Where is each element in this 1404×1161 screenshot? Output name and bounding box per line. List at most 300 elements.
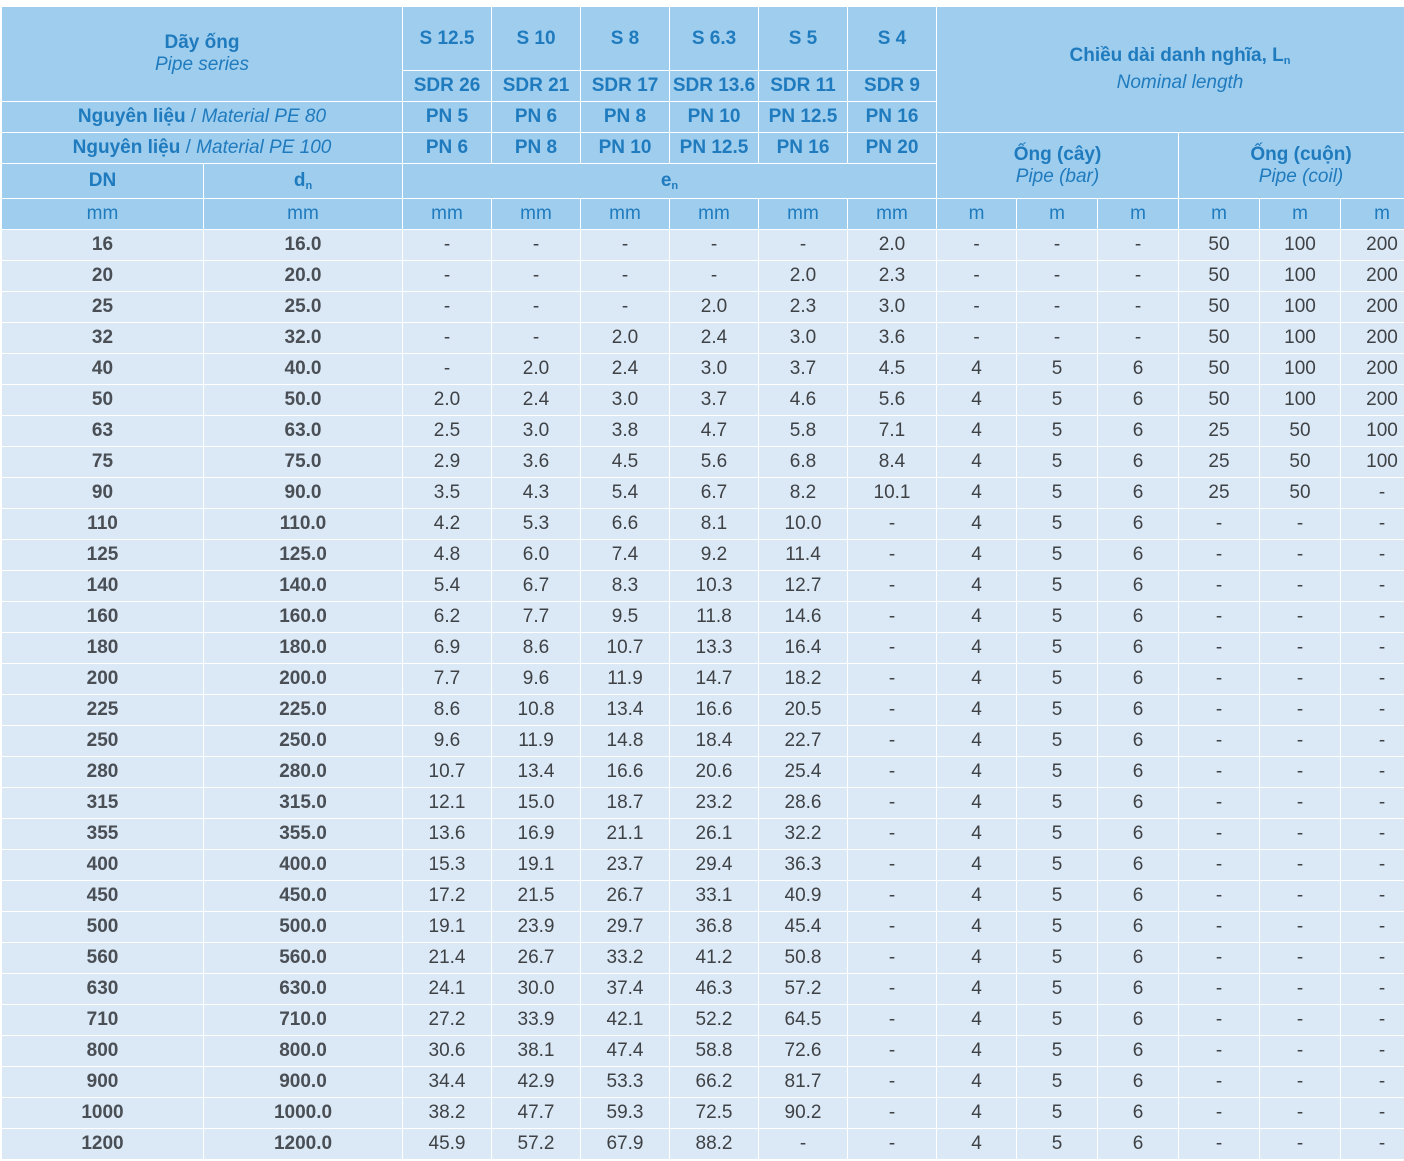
outside-diameter-cell: 180.0 [204, 633, 403, 664]
wall-thickness-cell: - [848, 974, 937, 1005]
coil-length-cell: - [1260, 1005, 1341, 1036]
coil-length-cell: 25 [1179, 478, 1260, 509]
bar-length-cell: 6 [1098, 695, 1179, 726]
wall-thickness-cell: 45.9 [403, 1129, 492, 1160]
dn-n-subscript: n [305, 180, 313, 192]
coil-length-cell: - [1179, 1129, 1260, 1160]
wall-thickness-cell: 2.0 [670, 292, 759, 323]
wall-thickness-cell: 10.3 [670, 571, 759, 602]
wall-thickness-cell: 3.0 [848, 292, 937, 323]
wall-thickness-cell: 2.0 [581, 323, 670, 354]
wall-thickness-cell: 9.6 [403, 726, 492, 757]
bar-length-cell: 4 [937, 881, 1017, 912]
bar-length-cell: 5 [1017, 726, 1098, 757]
wall-thickness-cell: 72.6 [759, 1036, 848, 1067]
bar-length-cell: 5 [1017, 850, 1098, 881]
coil-length-cell: - [1341, 664, 1404, 695]
bar-length-cell: - [937, 230, 1017, 261]
coil-length-cell: - [1179, 571, 1260, 602]
wall-thickness-cell: 30.0 [492, 974, 581, 1005]
pn-pe80-header: PN 5 [403, 102, 492, 133]
coil-length-cell: - [1341, 912, 1404, 943]
wall-thickness-cell: 5.6 [670, 447, 759, 478]
bar-length-cell: 6 [1098, 1067, 1179, 1098]
outside-diameter-cell: 20.0 [204, 261, 403, 292]
dn-cell: 25 [2, 292, 204, 323]
outside-diameter-cell: 50.0 [204, 385, 403, 416]
wall-thickness-cell: 2.4 [670, 323, 759, 354]
bar-length-cell: 4 [937, 509, 1017, 540]
dn-cell: 90 [2, 478, 204, 509]
bar-length-cell: - [1017, 292, 1098, 323]
material-vi: Nguyên liệu [77, 106, 186, 127]
wall-thickness-cell: 33.1 [670, 881, 759, 912]
bar-length-cell: 5 [1017, 1129, 1098, 1160]
wall-thickness-cell: 11.9 [492, 726, 581, 757]
sdr-header: SDR 21 [492, 71, 581, 102]
outside-diameter-cell: 75.0 [204, 447, 403, 478]
coil-length-cell: - [1179, 633, 1260, 664]
unit-cell: m [937, 199, 1017, 230]
coil-length-cell: 25 [1179, 416, 1260, 447]
outside-diameter-cell: 200.0 [204, 664, 403, 695]
wall-thickness-cell: 16.9 [492, 819, 581, 850]
coil-length-cell: - [1179, 1005, 1260, 1036]
pn-pe80-header: PN 6 [492, 102, 581, 133]
bar-length-cell: 6 [1098, 788, 1179, 819]
bar-length-cell: - [937, 261, 1017, 292]
unit-cell: mm [848, 199, 937, 230]
coil-length-cell: - [1179, 788, 1260, 819]
outside-diameter-cell: 1200.0 [204, 1129, 403, 1160]
dn-cell: 710 [2, 1005, 204, 1036]
dn-cell: 63 [2, 416, 204, 447]
bar-length-cell: - [1098, 261, 1179, 292]
material-pe80-header [2, 102, 403, 133]
pipe-series-header [2, 7, 403, 102]
wall-thickness-cell: - [848, 1098, 937, 1129]
wall-thickness-cell: 9.6 [492, 664, 581, 695]
wall-thickness-cell: 4.7 [670, 416, 759, 447]
pipe-bar-vi: Ống (cây) [1013, 143, 1102, 165]
coil-length-cell: - [1341, 726, 1404, 757]
wall-thickness-cell: 26.1 [670, 819, 759, 850]
wall-thickness-cell: 36.8 [670, 912, 759, 943]
wall-thickness-cell: 16.6 [581, 757, 670, 788]
wall-thickness-cell: - [848, 788, 937, 819]
dn-cell: 75 [2, 447, 204, 478]
wall-thickness-cell: - [848, 1129, 937, 1160]
coil-length-cell: - [1341, 819, 1404, 850]
table-row [2, 509, 1404, 540]
bar-length-cell: - [937, 292, 1017, 323]
coil-length-cell: - [1260, 664, 1341, 695]
wall-thickness-cell: 16.6 [670, 695, 759, 726]
pn-pe100-header: PN 8 [492, 133, 581, 164]
coil-length-cell: 25 [1179, 447, 1260, 478]
wall-thickness-cell: 53.3 [581, 1067, 670, 1098]
wall-thickness-cell: 9.2 [670, 540, 759, 571]
unit-cell: mm [581, 199, 670, 230]
wall-thickness-cell: 27.2 [403, 1005, 492, 1036]
wall-thickness-cell: - [581, 261, 670, 292]
outside-diameter-cell: 225.0 [204, 695, 403, 726]
coil-length-cell: - [1179, 1067, 1260, 1098]
bar-length-cell: 4 [937, 664, 1017, 695]
coil-length-cell: - [1260, 943, 1341, 974]
coil-length-cell: - [1341, 974, 1404, 1005]
wall-thickness-cell: 2.3 [848, 261, 937, 292]
table-body [2, 230, 1404, 1160]
nominal-length-vi [937, 45, 1404, 72]
wall-thickness-cell: 57.2 [492, 1129, 581, 1160]
bar-length-cell: 4 [937, 354, 1017, 385]
bar-length-cell: 4 [937, 602, 1017, 633]
dn-cell: 400 [2, 850, 204, 881]
wall-thickness-cell: 10.8 [492, 695, 581, 726]
table-row [2, 602, 1404, 633]
wall-thickness-cell: 5.4 [403, 571, 492, 602]
bar-length-cell: 6 [1098, 1036, 1179, 1067]
wall-thickness-cell: 47.4 [581, 1036, 670, 1067]
wall-thickness-cell: 88.2 [670, 1129, 759, 1160]
outside-diameter-cell: 250.0 [204, 726, 403, 757]
bar-length-cell: 4 [937, 819, 1017, 850]
outside-diameter-cell: 450.0 [204, 881, 403, 912]
bar-length-cell: - [1098, 323, 1179, 354]
wall-thickness-cell: 52.2 [670, 1005, 759, 1036]
coil-length-cell: 200 [1341, 230, 1404, 261]
wall-thickness-cell: 16.4 [759, 633, 848, 664]
bar-length-cell: 5 [1017, 1036, 1098, 1067]
sdr-header: SDR 26 [403, 71, 492, 102]
wall-thickness-cell: 33.9 [492, 1005, 581, 1036]
pipe-coil-vi: Ống (cuộn) [1250, 143, 1352, 165]
series-header: S 10 [492, 7, 581, 71]
coil-length-cell: - [1341, 695, 1404, 726]
dn-cell: 20 [2, 261, 204, 292]
wall-thickness-cell: 5.4 [581, 478, 670, 509]
wall-thickness-cell: 2.4 [581, 354, 670, 385]
bar-length-cell: 5 [1017, 571, 1098, 602]
bar-length-cell: 5 [1017, 974, 1098, 1005]
wall-thickness-cell: 21.1 [581, 819, 670, 850]
dn-cell: 140 [2, 571, 204, 602]
wall-thickness-cell: 7.4 [581, 540, 670, 571]
wall-thickness-cell: 29.4 [670, 850, 759, 881]
bar-length-cell: 4 [937, 726, 1017, 757]
wall-thickness-cell: 45.4 [759, 912, 848, 943]
wall-thickness-cell: 4.5 [581, 447, 670, 478]
table-row [2, 540, 1404, 571]
dn-cell: 900 [2, 1067, 204, 1098]
wall-thickness-cell: 72.5 [670, 1098, 759, 1129]
table-header [2, 7, 1404, 230]
bar-length-cell: 4 [937, 695, 1017, 726]
wall-thickness-cell: 3.0 [759, 323, 848, 354]
wall-thickness-cell: 6.7 [670, 478, 759, 509]
wall-thickness-cell: 59.3 [581, 1098, 670, 1129]
coil-length-cell: - [1341, 1067, 1404, 1098]
unit-cell: mm [670, 199, 759, 230]
dn-cell: 500 [2, 912, 204, 943]
outside-diameter-cell: 280.0 [204, 757, 403, 788]
coil-length-cell: - [1260, 571, 1341, 602]
bar-length-cell: 6 [1098, 509, 1179, 540]
wall-thickness-cell: 6.2 [403, 602, 492, 633]
bar-length-cell: 4 [937, 1129, 1017, 1160]
wall-thickness-cell: 13.4 [492, 757, 581, 788]
wall-thickness-cell: 10.0 [759, 509, 848, 540]
wall-thickness-cell: 19.1 [492, 850, 581, 881]
outside-diameter-cell: 400.0 [204, 850, 403, 881]
wall-thickness-cell: 12.7 [759, 571, 848, 602]
wall-thickness-cell: - [848, 633, 937, 664]
coil-length-cell: - [1179, 819, 1260, 850]
wall-thickness-cell: 3.0 [670, 354, 759, 385]
wall-thickness-cell: 3.5 [403, 478, 492, 509]
wall-thickness-cell: 2.4 [492, 385, 581, 416]
wall-thickness-cell: 50.8 [759, 943, 848, 974]
bar-length-cell: 6 [1098, 385, 1179, 416]
wall-thickness-cell: 8.2 [759, 478, 848, 509]
outside-diameter-cell: 140.0 [204, 571, 403, 602]
bar-length-cell: 4 [937, 416, 1017, 447]
wall-thickness-cell: 24.1 [403, 974, 492, 1005]
coil-length-cell: - [1260, 912, 1341, 943]
coil-length-cell: 50 [1260, 478, 1341, 509]
coil-length-cell: 50 [1179, 230, 1260, 261]
bar-length-cell: 4 [937, 1067, 1017, 1098]
bar-length-cell: 5 [1017, 354, 1098, 385]
wall-thickness-cell: 13.3 [670, 633, 759, 664]
wall-thickness-cell: - [848, 1036, 937, 1067]
coil-length-cell: - [1260, 540, 1341, 571]
dn-cell: 110 [2, 509, 204, 540]
bar-length-cell: 5 [1017, 819, 1098, 850]
material-pe80: Material PE 80 [201, 106, 327, 127]
coil-length-cell: - [1179, 974, 1260, 1005]
table-row [2, 447, 1404, 478]
dn-cell: 630 [2, 974, 204, 1005]
coil-length-cell: - [1179, 912, 1260, 943]
bar-length-cell: 5 [1017, 788, 1098, 819]
bar-length-cell: 6 [1098, 974, 1179, 1005]
wall-thickness-cell: 41.2 [670, 943, 759, 974]
table-row [2, 292, 1404, 323]
wall-thickness-cell: 30.6 [403, 1036, 492, 1067]
bar-length-cell: 4 [937, 850, 1017, 881]
table-row [2, 354, 1404, 385]
outside-diameter-cell: 355.0 [204, 819, 403, 850]
nominal-length-vi-text: Chiều dài danh nghĩa, L [1069, 45, 1284, 66]
dn-n-text: d [293, 170, 306, 191]
bar-length-cell: 5 [1017, 881, 1098, 912]
bar-length-cell: 4 [937, 1005, 1017, 1036]
wall-thickness-cell: 4.8 [403, 540, 492, 571]
coil-length-cell: - [1260, 1098, 1341, 1129]
bar-length-cell: 6 [1098, 1005, 1179, 1036]
dn-cell: 1200 [2, 1129, 204, 1160]
wall-thickness-cell: 8.3 [581, 571, 670, 602]
bar-length-cell: 6 [1098, 881, 1179, 912]
wall-thickness-cell: - [759, 230, 848, 261]
wall-thickness-cell: - [848, 819, 937, 850]
wall-thickness-cell: 4.6 [759, 385, 848, 416]
outside-diameter-cell: 630.0 [204, 974, 403, 1005]
series-header: S 6.3 [670, 7, 759, 71]
wall-thickness-cell: 37.4 [581, 974, 670, 1005]
wall-thickness-cell: 4.2 [403, 509, 492, 540]
coil-length-cell: 100 [1260, 323, 1341, 354]
wall-thickness-cell: 14.7 [670, 664, 759, 695]
wall-thickness-cell: - [848, 757, 937, 788]
table-row [2, 1098, 1404, 1129]
wall-thickness-cell: 15.0 [492, 788, 581, 819]
table-row [2, 850, 1404, 881]
coil-length-cell: - [1260, 633, 1341, 664]
wall-thickness-cell: 46.3 [670, 974, 759, 1005]
bar-length-cell: 6 [1098, 416, 1179, 447]
pn-pe100-header: PN 10 [581, 133, 670, 164]
coil-length-cell: - [1179, 943, 1260, 974]
table-row [2, 261, 1404, 292]
wall-thickness-cell: - [848, 695, 937, 726]
material-pe100: Material PE 100 [196, 137, 332, 158]
bar-length-cell: 6 [1098, 1098, 1179, 1129]
bar-length-cell: 6 [1098, 943, 1179, 974]
en-header [403, 164, 937, 199]
coil-length-cell: 50 [1179, 354, 1260, 385]
wall-thickness-cell: 26.7 [581, 881, 670, 912]
wall-thickness-cell: - [492, 323, 581, 354]
outside-diameter-cell: 315.0 [204, 788, 403, 819]
wall-thickness-cell: 17.2 [403, 881, 492, 912]
bar-length-cell: - [1017, 230, 1098, 261]
wall-thickness-cell: 11.9 [581, 664, 670, 695]
pipe-dimension-table [1, 6, 1404, 1160]
coil-length-cell: 100 [1260, 354, 1341, 385]
table-row [2, 385, 1404, 416]
bar-length-cell: 4 [937, 1098, 1017, 1129]
bar-length-cell: 5 [1017, 1098, 1098, 1129]
coil-length-cell: - [1260, 819, 1341, 850]
table-row [2, 571, 1404, 602]
coil-length-cell: 50 [1179, 323, 1260, 354]
wall-thickness-cell: - [848, 943, 937, 974]
dn-cell: 450 [2, 881, 204, 912]
bar-length-cell: 4 [937, 478, 1017, 509]
wall-thickness-cell: 58.8 [670, 1036, 759, 1067]
coil-length-cell: - [1260, 602, 1341, 633]
wall-thickness-cell: - [848, 571, 937, 602]
wall-thickness-cell: 14.6 [759, 602, 848, 633]
table-row [2, 819, 1404, 850]
bar-length-cell: 6 [1098, 1129, 1179, 1160]
dn-cell: 280 [2, 757, 204, 788]
coil-length-cell: 50 [1260, 416, 1341, 447]
bar-length-cell: 5 [1017, 447, 1098, 478]
pn-pe100-header: PN 12.5 [670, 133, 759, 164]
sdr-header: SDR 17 [581, 71, 670, 102]
coil-length-cell: - [1341, 757, 1404, 788]
wall-thickness-cell: - [670, 230, 759, 261]
wall-thickness-cell: - [848, 664, 937, 695]
coil-length-cell: 100 [1260, 385, 1341, 416]
table-row [2, 1067, 1404, 1098]
unit-cell: m [1017, 199, 1098, 230]
wall-thickness-cell: - [403, 261, 492, 292]
dn-cell: 560 [2, 943, 204, 974]
bar-length-cell: 4 [937, 788, 1017, 819]
coil-length-cell: - [1341, 1036, 1404, 1067]
pn-pe80-header: PN 16 [848, 102, 937, 133]
bar-length-cell: 5 [1017, 912, 1098, 943]
table-row [2, 323, 1404, 354]
wall-thickness-cell: 3.0 [581, 385, 670, 416]
coil-length-cell: - [1179, 540, 1260, 571]
bar-length-cell: 5 [1017, 385, 1098, 416]
bar-length-cell: 4 [937, 447, 1017, 478]
wall-thickness-cell: - [403, 292, 492, 323]
coil-length-cell: - [1260, 757, 1341, 788]
wall-thickness-cell: 6.8 [759, 447, 848, 478]
bar-length-cell: 6 [1098, 571, 1179, 602]
wall-thickness-cell: 2.3 [759, 292, 848, 323]
wall-thickness-cell: 12.1 [403, 788, 492, 819]
wall-thickness-cell: 38.2 [403, 1098, 492, 1129]
wall-thickness-cell: 11.8 [670, 602, 759, 633]
bar-length-cell: 6 [1098, 478, 1179, 509]
unit-cell: mm [403, 199, 492, 230]
wall-thickness-cell: - [848, 1005, 937, 1036]
coil-length-cell: - [1260, 850, 1341, 881]
table-row [2, 943, 1404, 974]
wall-thickness-cell: 2.0 [403, 385, 492, 416]
table-row [2, 726, 1404, 757]
pn-pe100-header: PN 20 [848, 133, 937, 164]
outside-diameter-cell: 40.0 [204, 354, 403, 385]
wall-thickness-cell: 3.8 [581, 416, 670, 447]
wall-thickness-cell: - [848, 602, 937, 633]
bar-length-cell: 4 [937, 943, 1017, 974]
wall-thickness-cell: 3.6 [492, 447, 581, 478]
bar-length-cell: 6 [1098, 447, 1179, 478]
wall-thickness-cell: - [403, 323, 492, 354]
wall-thickness-cell: 36.3 [759, 850, 848, 881]
outside-diameter-cell: 125.0 [204, 540, 403, 571]
wall-thickness-cell: 13.6 [403, 819, 492, 850]
coil-length-cell: - [1341, 540, 1404, 571]
wall-thickness-cell: 42.9 [492, 1067, 581, 1098]
wall-thickness-cell: 2.0 [759, 261, 848, 292]
bar-length-cell: 5 [1017, 695, 1098, 726]
wall-thickness-cell: 23.9 [492, 912, 581, 943]
wall-thickness-cell: - [759, 1129, 848, 1160]
coil-length-cell: - [1179, 757, 1260, 788]
bar-length-cell: 6 [1098, 354, 1179, 385]
wall-thickness-cell: 2.0 [492, 354, 581, 385]
unit-cell: m [1260, 199, 1341, 230]
sdr-header: SDR 13.6 [670, 71, 759, 102]
outside-diameter-cell: 710.0 [204, 1005, 403, 1036]
outside-diameter-cell: 1000.0 [204, 1098, 403, 1129]
table-row [2, 1036, 1404, 1067]
wall-thickness-cell: - [848, 1067, 937, 1098]
wall-thickness-cell: - [403, 230, 492, 261]
pn-pe100-header: PN 6 [403, 133, 492, 164]
dn-cell: 40 [2, 354, 204, 385]
